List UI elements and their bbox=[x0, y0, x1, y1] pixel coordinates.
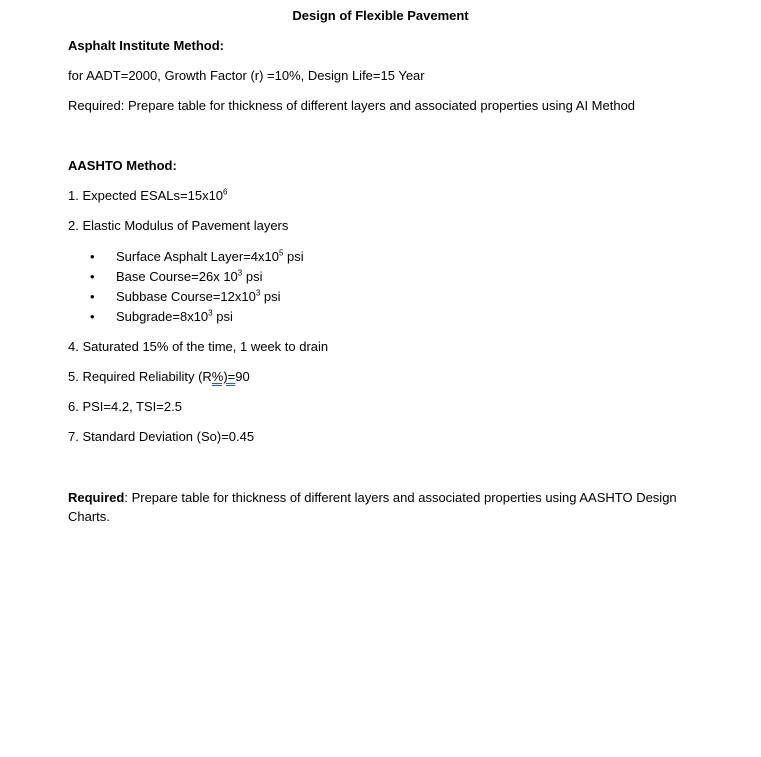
bullet-subbase-course bbox=[90, 288, 281, 306]
required-label: Required bbox=[68, 490, 125, 505]
bullet-subgrade bbox=[90, 308, 233, 326]
bullet-text: Surface Asphalt Layer=4x10 bbox=[116, 249, 279, 264]
document-title: Design of Flexible Pavement bbox=[292, 8, 469, 23]
bullet-icon: • bbox=[90, 269, 95, 284]
bullet-icon: • bbox=[90, 249, 95, 264]
required-text: : Prepare table for thickness of different layers and associated properties using AASHTO Design Charts. bbox=[68, 490, 677, 524]
aashto-method-heading: AASHTO Method: bbox=[68, 158, 177, 173]
bullet-text: Subbase Course=12x10 bbox=[116, 289, 256, 304]
reliability-value: 90 bbox=[235, 369, 250, 384]
aashto-item-std-deviation: 7. Standard Deviation (So)=0.45 bbox=[68, 429, 255, 444]
aashto-item-esals bbox=[68, 187, 227, 205]
bullet-unit: psi bbox=[242, 269, 263, 284]
bullet-unit: psi bbox=[283, 249, 304, 264]
aashto-item-elastic-modulus: 2. Elastic Modulus of Pavement layers bbox=[68, 218, 289, 233]
bullet-exponent: 5 bbox=[278, 248, 284, 258]
aashto-required bbox=[68, 488, 698, 526]
bullet-exponent: 3 bbox=[237, 268, 243, 278]
bullet-surface-asphalt bbox=[90, 248, 304, 266]
aashto-item-reliability bbox=[68, 368, 250, 386]
esals-text: 1. Expected ESALs=15x10 bbox=[68, 188, 224, 203]
ai-method-required: Required: Prepare table for thickness of different layers and associated properties using AI Method bbox=[68, 98, 636, 113]
esals-exponent: 6 bbox=[223, 187, 228, 197]
bullet-text: Subgrade=8x10 bbox=[116, 309, 209, 324]
bullet-icon: • bbox=[90, 309, 95, 324]
grammar-flag: %)= bbox=[211, 369, 236, 384]
bullet-exponent: 3 bbox=[208, 308, 213, 318]
bullet-unit: psi bbox=[260, 289, 281, 304]
aashto-item-saturation: 4. Saturated 15% of the time, 1 week to drain bbox=[68, 339, 329, 354]
bullet-text: Base Course=26x 10 bbox=[116, 269, 238, 284]
aashto-item-serviceability: 6. PSI=4.2, TSI=2.5 bbox=[68, 399, 182, 414]
bullet-exponent: 3 bbox=[255, 288, 261, 298]
bullet-unit: psi bbox=[212, 309, 233, 324]
bullet-icon: • bbox=[90, 289, 95, 304]
bullet-base-course bbox=[90, 268, 262, 286]
reliability-prefix: 5. Required Reliability (R bbox=[68, 369, 212, 384]
ai-method-heading: Asphalt Institute Method: bbox=[68, 38, 224, 53]
ai-method-given: for AADT=2000, Growth Factor (r) =10%, Design Life=15 Year bbox=[68, 68, 425, 83]
